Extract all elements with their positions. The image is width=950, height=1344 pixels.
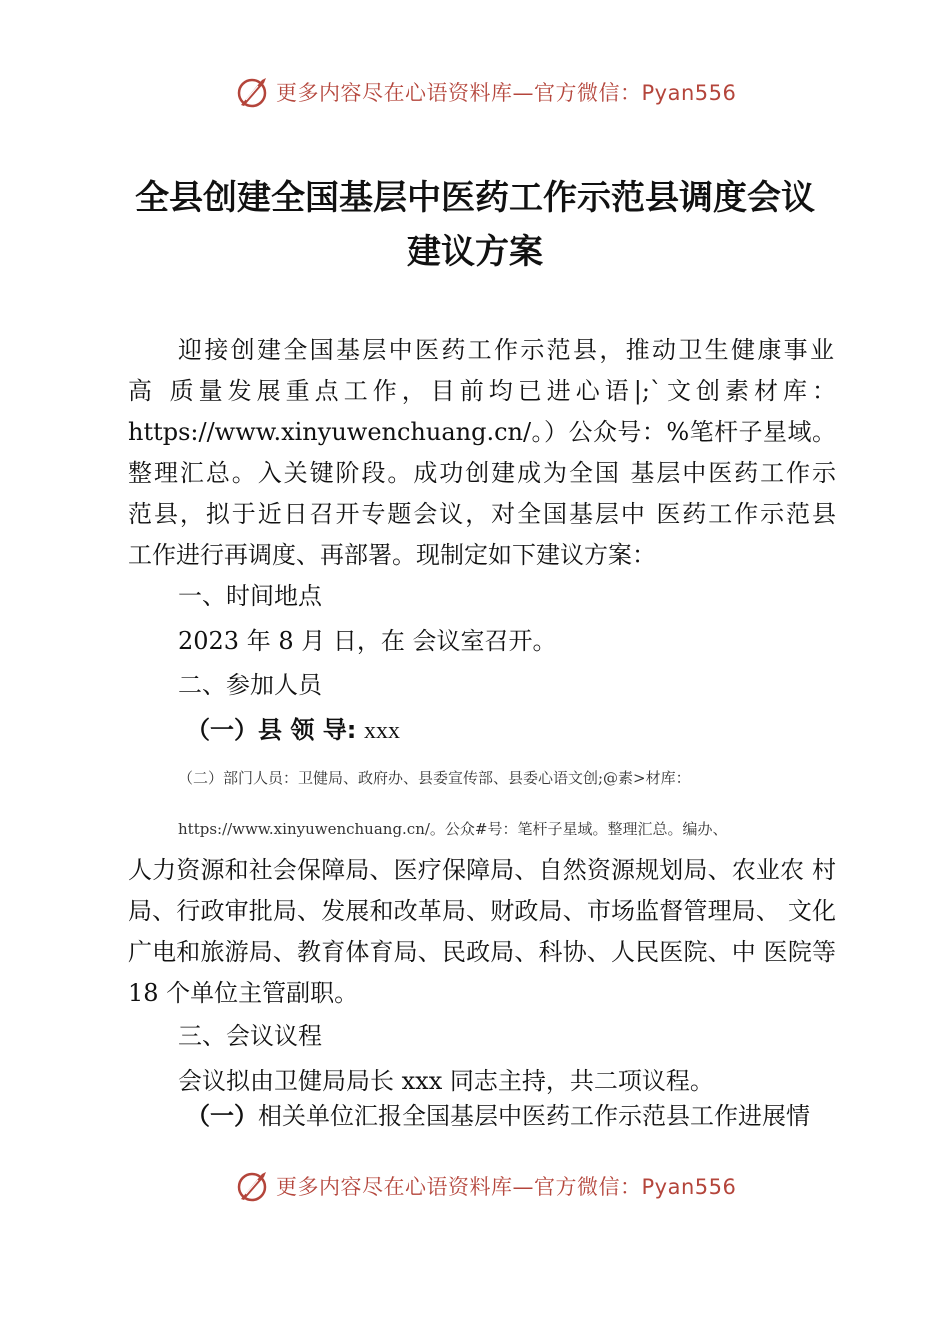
paragraph-1-line-3: https://www.xinyuwenchuang.cn/。）公众号：%笔杆子星域。	[128, 418, 836, 446]
document-title-line-1: 全县创建全国基层中医药工作示范县调度会议	[135, 178, 815, 218]
item-1-text: 相关单位汇报全国基层中医药工作示范县工作进展情	[258, 1102, 810, 1130]
paragraph-2-line-3: 广电和旅游局、教育体育局、民政局、科协、人民医院、中 医院等	[128, 938, 836, 966]
paragraph-1-line-4: 整理汇总。入关键阶段。成功创建成为全国 基层中医药工作示	[128, 459, 836, 487]
paragraph-2-line-4: 18 个单位主管副职。	[128, 979, 359, 1007]
paragraph-2-line-2: 局、行政审批局、发展和改革局、财政局、市场监督管理局、 文化	[128, 897, 836, 925]
paragraph-1-line-6: 工作进行再调度、再部署。现制定如下建议方案：	[128, 541, 656, 569]
subsection-1-label: （一）县 领 导:	[186, 716, 357, 744]
watermark-text: 更多内容尽在心语资料库—官方微信：Pyan556	[276, 81, 737, 105]
section-2-heading: 二、参加人员	[178, 671, 322, 699]
quill-pen-logo-icon	[232, 72, 272, 112]
section-3-heading: 三、会议议程	[178, 1022, 322, 1050]
item-1-label: （一）	[186, 1102, 258, 1130]
paragraph-1-line-1: 迎接创建全国基层中医药工作示范县，推动卫生健康事业	[178, 336, 834, 364]
section-3-text: 会议拟由卫健局局长 xxx 同志主持，共二项议程。	[178, 1067, 714, 1095]
quill-pen-logo-icon	[232, 1166, 272, 1206]
paragraph-1-line-5: 范县，拟于近日召开专题会议，对全国基层中 医药工作示范县	[128, 500, 836, 528]
header-watermark-banner	[232, 72, 736, 112]
section-2-subsection-2-line-2: https://www.xinyuwenchuang.cn/。公众#号：笔杆子星域。整理汇总。编办、	[178, 820, 728, 838]
watermark-text: 更多内容尽在心语资料库—官方微信：Pyan556	[276, 1175, 737, 1199]
paragraph-1-line-2: 高 质量发展重点工作，目前均已进心语|;`文创素材库：	[128, 377, 836, 405]
paragraph-2-line-1: 人力资源和社会保障局、医疗保障局、自然资源规划局、农业农 村	[128, 856, 836, 884]
subsection-1-value: xxx	[363, 718, 400, 744]
section-2-subsection-1	[186, 710, 894, 745]
footer-watermark-banner	[232, 1166, 736, 1206]
section-1-heading: 一、时间地点	[178, 582, 322, 610]
section-3-item-1	[186, 1096, 894, 1131]
document-title-line-2: 建议方案	[407, 232, 543, 272]
section-2-subsection-2-line-1: （二）部门人员：卫健局、政府办、县委宣传部、县委心语文创;@素>材库：	[178, 769, 691, 787]
section-1-text: 2023 年 8 月 日，在 会议室召开。	[178, 627, 557, 655]
